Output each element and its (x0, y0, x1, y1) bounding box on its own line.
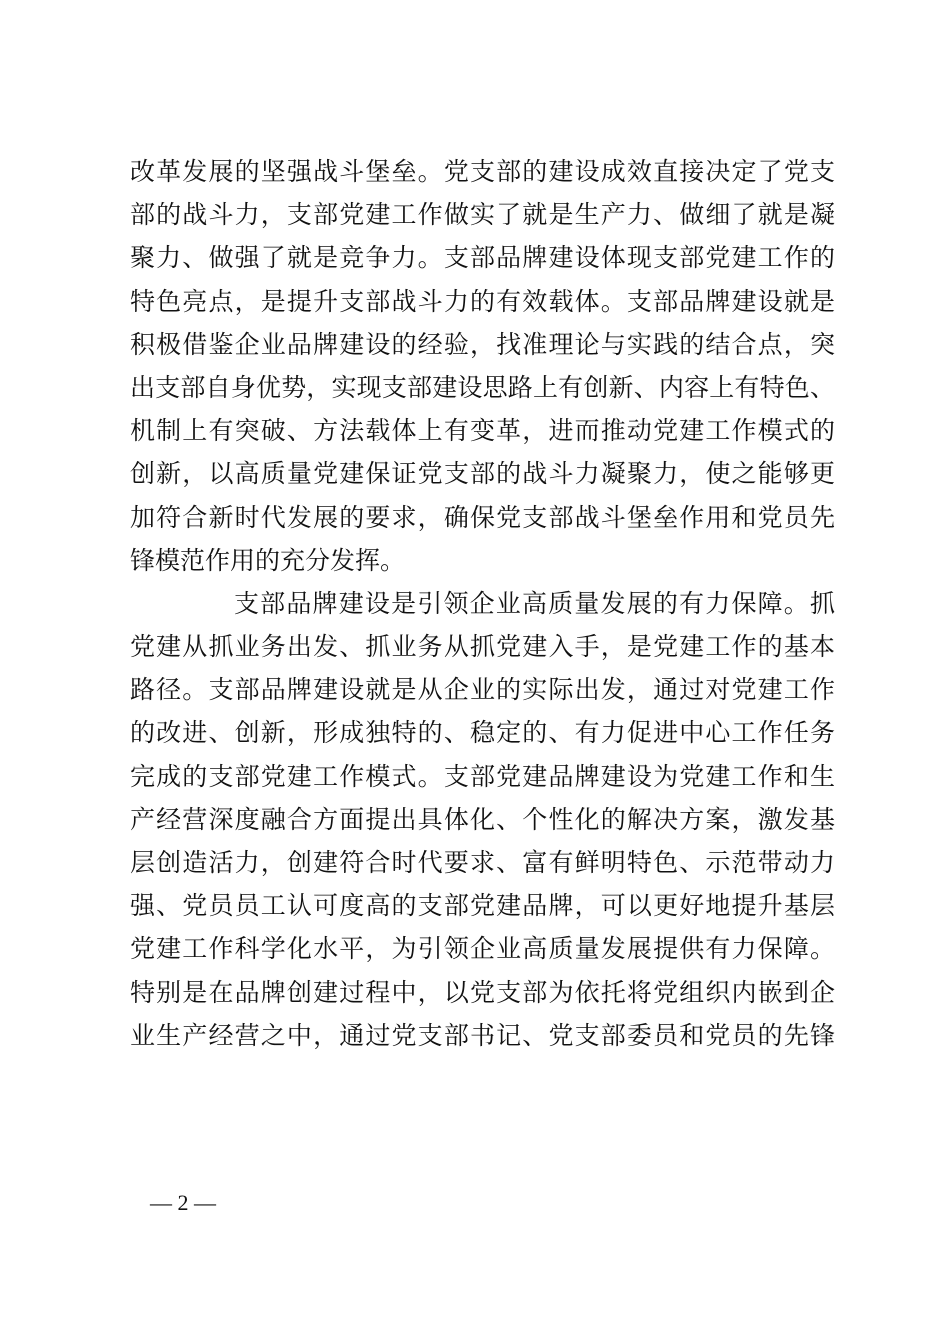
text-line: 改革发展的坚强战斗堡垒。党支部的建设成效直接决定了党支 (130, 157, 835, 186)
text-line: 党建工作科学化水平，为引领企业高质量发展提供有力保障。 (130, 934, 835, 964)
text-line: 特别是在品牌创建过程中，以党支部为依托将党组织内嵌到企 (130, 977, 835, 1007)
text-line: 层创造活力，创建符合时代要求、富有鲜明特色、示范带动力 (130, 848, 835, 877)
text-line: 部的战斗力，支部党建工作做实了就是生产力、做细了就是凝 (130, 200, 835, 230)
text-line: 锋模范作用的充分发挥。 (130, 545, 406, 575)
text-line: 创新，以高质量党建保证党支部的战斗力凝聚力，使之能够更 (130, 459, 835, 489)
text-line: 聚力、做强了就是竞争力。支部品牌建设体现支部党建工作的 (130, 243, 835, 273)
document-body (130, 150, 835, 1057)
text-line: 积极借鉴企业品牌建设的经验，找准理论与实践的结合点，突 (130, 329, 835, 359)
text-line: 强、党员员工认可度高的支部党建品牌，可以更好地提升基层 (130, 891, 835, 921)
text-line: 机制上有突破、方法载体上有变革，进而推动党建工作模式的 (130, 416, 835, 446)
paragraph-1 (130, 150, 835, 582)
text-line: 特色亮点，是提升支部战斗力的有效载体。支部品牌建设就是 (130, 286, 835, 316)
text-line: 产经营深度融合方面提出具体化、个性化的解决方案，激发基 (130, 804, 835, 834)
page-number: — 2 — (150, 1190, 216, 1215)
text-line: 支部品牌建设是引领企业高质量发展的有力保障。抓 (234, 588, 835, 618)
text-line: 完成的支部党建工作模式。支部党建品牌建设为党建工作和生 (130, 761, 835, 791)
text-line: 业生产经营之中，通过党支部书记、党支部委员和党员的先锋 (130, 1020, 835, 1050)
text-line: 党建从抓业务出发、抓业务从抓党建入手，是党建工作的基本 (130, 632, 835, 662)
text-line: 出支部自身优势，实现支部建设思路上有创新、内容上有特色、 (130, 372, 835, 402)
paragraph-2 (130, 582, 835, 1057)
text-line: 的改进、创新，形成独特的、稳定的、有力促进中心工作任务 (130, 718, 835, 748)
text-line: 加符合新时代发展的要求，确保党支部战斗堡垒作用和党员先 (130, 502, 835, 532)
text-line: 路径。支部品牌建设就是从企业的实际出发，通过对党建工作 (130, 675, 835, 705)
